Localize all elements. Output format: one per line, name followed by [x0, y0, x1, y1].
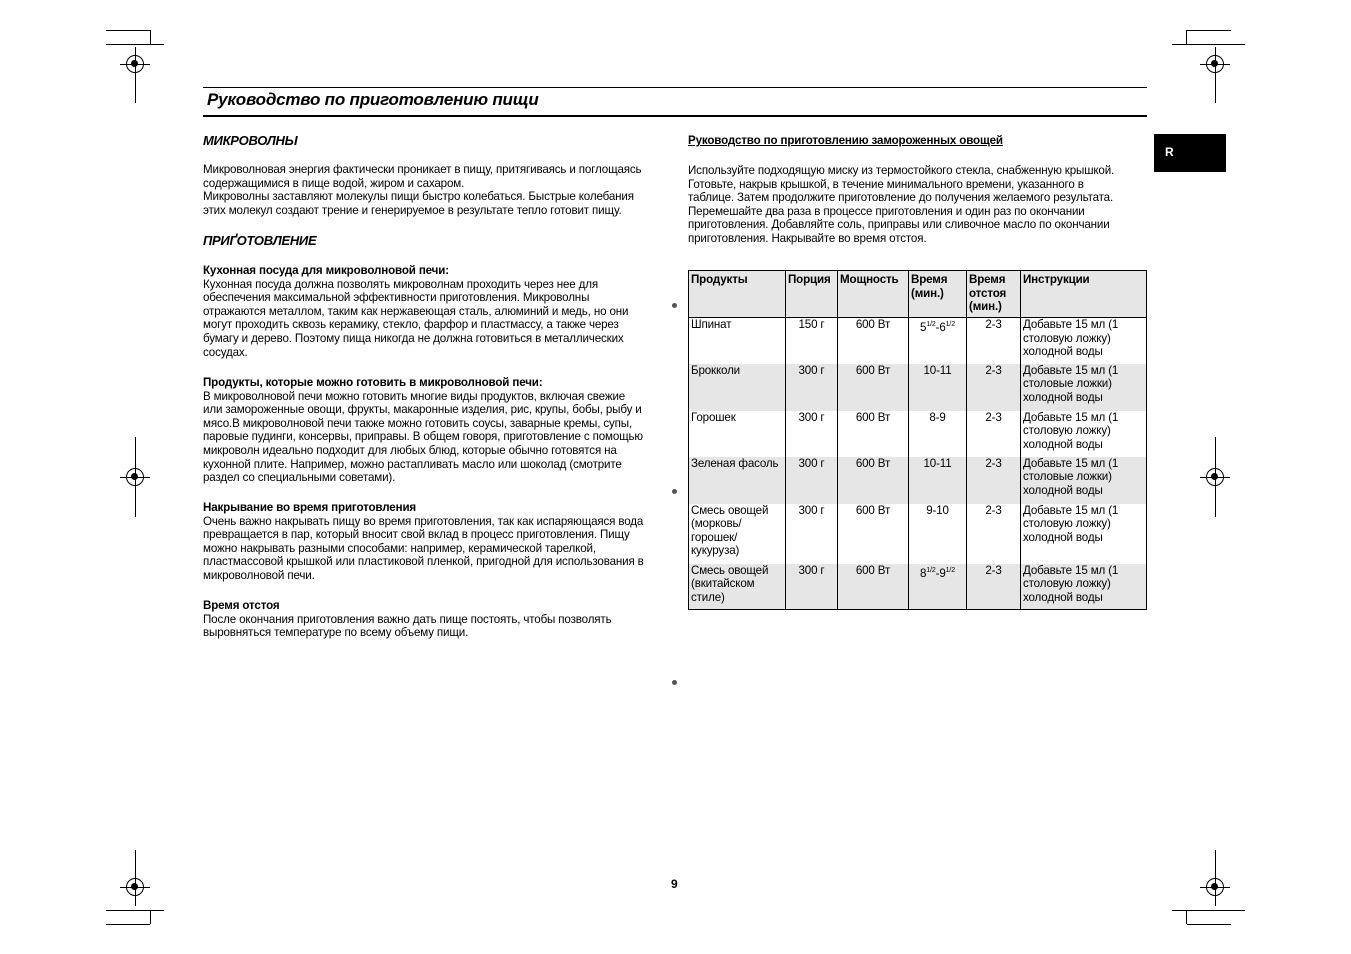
subsection-body: [203, 613, 612, 640]
text-line: Используйте подходящую миску из термостойкого стекла, снабженную крышкой.: [688, 164, 1115, 177]
text-line: содержащимися в пище водой, жиром и сахаром.: [203, 176, 465, 190]
cell-time: 10-11: [909, 364, 967, 411]
text-line: Очень важно накрывать пищу во время приготовления, так как испаряющаяся вода: [203, 514, 644, 528]
subsection-title: Накрывание во время приготовления: [203, 501, 417, 514]
cell-portion: 300 г: [786, 564, 838, 610]
cell-portion: 150 г: [786, 318, 838, 364]
table-row: [689, 318, 1147, 364]
header-rule-bottom: [203, 115, 1147, 117]
cell-standing: 2-3: [967, 364, 1021, 411]
column-header: Время (мин.): [909, 271, 967, 318]
cell-power: 600 Вт: [838, 364, 909, 411]
registration-mark-icon: [126, 55, 144, 73]
text-line: Кухонная посуда должна позволять микроволнам проходить через нее для: [203, 277, 599, 291]
text-line: можно накрывать разными способами: например, керамической тарелкой,: [203, 541, 596, 555]
text-line: или замороженные овощи, фрукты, макаронные изделия, рис, крупы, бобы, рыбу и: [203, 403, 642, 417]
time-whole: 6: [939, 320, 946, 334]
text-line: Микроволновая энергия фактически проникает в пищу, притягиваясь и поглощаясь: [203, 163, 642, 176]
cell-time: $8^{1/2}-9^{1/2}$: [909, 564, 967, 610]
fraction: 1/2: [926, 321, 936, 328]
subsection-title: Продукты, которые можно готовить в микроволновой печи:: [203, 376, 543, 389]
cell-standing: 2-3: [967, 564, 1021, 610]
center-dot-icon: [672, 303, 677, 308]
section-title-cooking: ПРИҐОТОВЛЕНИЕ: [203, 233, 317, 248]
frozen-veg-intro: [688, 164, 1114, 246]
cell-instructions: Добавьте 15 мл (1 столовые ложки) холодной воды: [1021, 457, 1147, 504]
column-header: Мощность: [838, 271, 909, 318]
language-tab-label: R: [1165, 145, 1174, 159]
text-line: превращается в пар, который вносит свой вклад в процесс приготовления. Пищу: [203, 528, 630, 542]
section-title-microwaves: МИКРОВОЛНЫ: [203, 133, 298, 148]
text-line: Перемешайте два раза в процессе приготовления и один раз по окончании: [688, 204, 1085, 218]
text-line: После окончания приготовления важно дать пище постоять, чтобы позволять: [203, 612, 612, 626]
text-line: микроволн идеально подходит для любых блюд, которые обычно готовятся на: [203, 443, 617, 457]
header-rule-top: [203, 87, 1147, 88]
subsection-body: [203, 515, 644, 583]
cell-standing: 2-3: [967, 411, 1021, 457]
subsection-covering: [203, 501, 644, 583]
registration-mark-icon: [1206, 878, 1224, 896]
table-row: [689, 564, 1147, 610]
center-dot-icon: [672, 489, 677, 494]
text-line: раздел со специальными советами).: [203, 471, 396, 485]
text-line: отражаются металлом, таким как нержавеющая сталь, алюминий и медь, но они: [203, 304, 629, 318]
page-number: 9: [671, 877, 678, 891]
registration-mark-icon: [1206, 468, 1224, 486]
text-line: пластмассовой крышкой или пластиковой пленкой, пригодной для использования в: [203, 555, 644, 569]
subsection-cookware: [203, 264, 628, 359]
time-whole: 5: [920, 320, 927, 334]
cell-instructions: Добавьте 15 мл (1 столовую ложку) холодной воды: [1021, 504, 1147, 564]
text-line: паровые пудинги, консервы, приправы. В общем говоря, приготовление с помощью: [203, 430, 643, 444]
column-header: Время отстоя (мин.): [967, 271, 1021, 318]
frozen-veg-heading: Руководство по приготовлению замороженных овощей: [688, 134, 1003, 147]
cell-time: 10-11: [909, 457, 967, 504]
text-line: приготовления. Накрывайте во время отстоя.: [688, 231, 927, 245]
frozen-veg-table: [688, 270, 1147, 610]
text-line: Микроволны заставляют молекулы пищи быстро колебаться. Быстрые колебания: [203, 190, 634, 204]
fraction: 1/2: [945, 566, 955, 574]
cell-power: 600 Вт: [838, 457, 909, 504]
cell-power: 600 Вт: [838, 564, 909, 610]
table-row: [689, 411, 1147, 457]
cell-power: 600 Вт: [838, 411, 909, 457]
text-line: таблице. Затем продолжите приготовление до получения желаемого результата.: [688, 191, 1114, 205]
cell-instructions: Добавьте 15 мл (1 столовые ложки) холодной воды: [1021, 364, 1147, 411]
text-line: обеспечения максимальной эффективности приготовления. Микроволны: [203, 291, 590, 305]
cell-standing: 2-3: [967, 318, 1021, 364]
cell-portion: 300 г: [786, 364, 838, 411]
page-title: Руководство по приготовлению пищи: [207, 90, 539, 109]
text-line: мясо.В микроволновой печи также можно готовить соусы, заварные кремы, супы,: [203, 416, 633, 430]
section-body-microwaves: [203, 163, 641, 217]
table-header-row: [689, 271, 1147, 318]
cell-product: Брокколи: [689, 364, 786, 411]
subsection-foods: [203, 376, 643, 485]
subsection-title: Время отстоя: [203, 599, 280, 612]
text-line: В микроволновой печи можно готовить многие виды продуктов, включая свежие: [203, 389, 626, 403]
time-whole: 9: [939, 566, 946, 580]
text-line: Готовьте, накрыв крышкой, в течение минимального времени, указанного в: [688, 177, 1084, 191]
cell-product: Смесь овощей (вкитайском стиле): [689, 564, 786, 610]
column-header: Порция: [786, 271, 838, 318]
text-line: приготовления. Добавляйте соль, приправы или сливочное масло по окончании: [688, 218, 1110, 232]
cell-standing: 2-3: [967, 504, 1021, 564]
column-header: Инструкции: [1021, 271, 1147, 318]
text-line: бумагу и дерево. Поэтому пища никогда не должна готовиться в металлических: [203, 331, 624, 345]
text-line: микроволновой печи.: [203, 568, 315, 582]
registration-mark-icon: [1206, 55, 1224, 73]
text-line: этих молекул создают трение и генерируемое в результате тепло готовит пищу.: [203, 203, 622, 217]
cell-portion: 300 г: [786, 457, 838, 504]
cell-product: Зеленая фасоль: [689, 457, 786, 504]
time-whole: 8: [920, 566, 927, 580]
subsection-standing-time: [203, 599, 612, 640]
table-row: [689, 504, 1147, 564]
cell-time: $5^{1/2}-6^{1/2}$: [909, 318, 967, 364]
cell-instructions: Добавьте 15 мл (1 столовую ложку) холодной воды: [1021, 411, 1147, 457]
cell-instructions: Добавьте 15 мл (1 столовую ложку) холодной воды: [1021, 564, 1147, 610]
cell-time: 8-9: [909, 411, 967, 457]
center-dot-icon: [672, 680, 677, 685]
subsection-body: [203, 278, 628, 360]
fraction: 1/2: [926, 566, 936, 574]
cell-product: Смесь овощей (морковь/ горошек/ кукуруза): [689, 504, 786, 564]
cell-instructions: Добавьте 15 мл (1 столовую ложку) холодной воды: [1021, 318, 1147, 364]
text-line: могут проходить сквозь керамику, стекло, фарфор и пластмассу, а также через: [203, 318, 619, 332]
text-line: выровняться температуре по всему объему пищи.: [203, 626, 469, 640]
table-row: [689, 457, 1147, 504]
cell-product: Горошек: [689, 411, 786, 457]
cell-power: 600 Вт: [838, 504, 909, 564]
registration-mark-icon: [126, 468, 144, 486]
cell-portion: 300 г: [786, 504, 838, 564]
cell-portion: 300 г: [786, 411, 838, 457]
cell-time: 9-10: [909, 504, 967, 564]
text-line: кухонной плите. Например, можно растапливать масло или шоколад (смотрите: [203, 457, 622, 471]
subsection-title: Кухонная посуда для микроволновой печи:: [203, 264, 449, 277]
registration-mark-icon: [126, 878, 144, 896]
cell-product: Шпинат: [689, 318, 786, 364]
cell-standing: 2-3: [967, 457, 1021, 504]
subsection-body: [203, 390, 643, 485]
table-row: [689, 364, 1147, 411]
cell-power: 600 Вт: [838, 318, 909, 364]
text-line: сосудах.: [203, 345, 248, 359]
column-header: Продукты: [689, 271, 786, 318]
fraction: 1/2: [945, 321, 955, 328]
language-tab: [1154, 134, 1226, 172]
